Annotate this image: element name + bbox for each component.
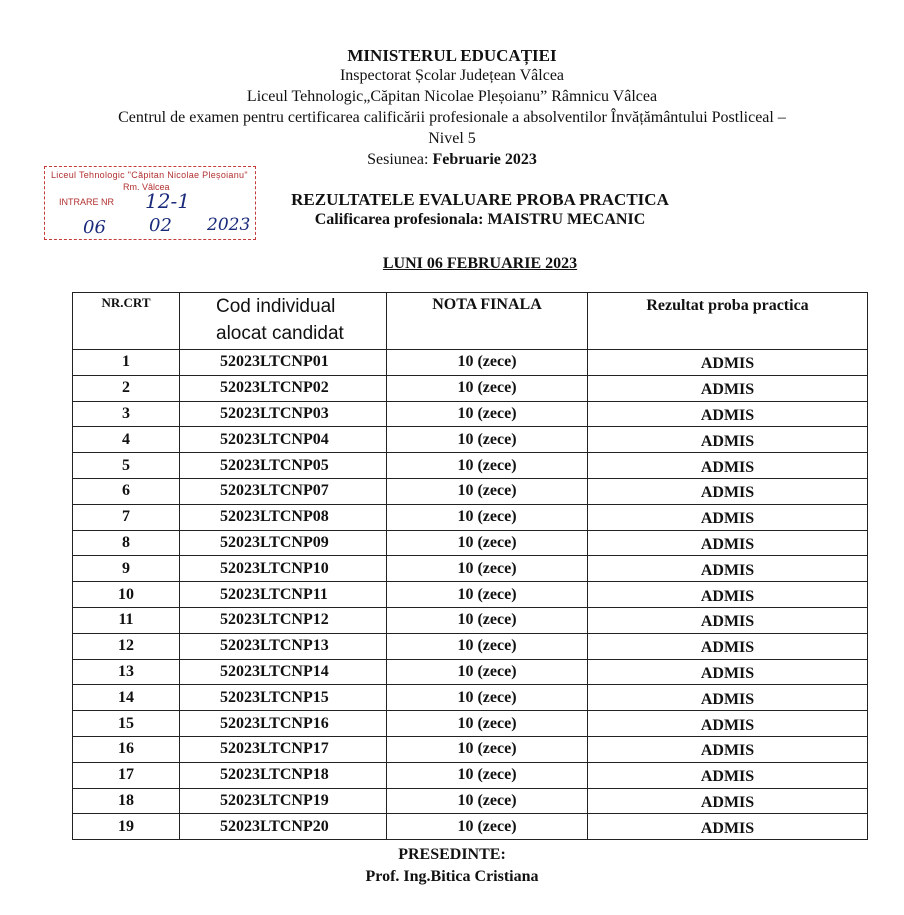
table-row: [73, 659, 868, 685]
cell-nr: 15: [73, 711, 180, 737]
cell-cod: 52023LTCNP05: [180, 453, 387, 479]
cell-rezultat: ADMIS: [588, 711, 868, 737]
cell-nota: 10 (zece): [387, 762, 588, 788]
cell-nr: 4: [73, 427, 180, 453]
cell-rezultat: ADMIS: [588, 350, 868, 376]
cell-rezultat: ADMIS: [588, 762, 868, 788]
cell-nr: 9: [73, 556, 180, 582]
cell-cod: 52023LTCNP07: [180, 478, 387, 504]
cell-cod: 52023LTCNP16: [180, 711, 387, 737]
cell-rezultat: ADMIS: [588, 607, 868, 633]
stamp-month: 02: [149, 215, 172, 236]
cell-rezultat: ADMIS: [588, 633, 868, 659]
cell-nr: 1: [73, 350, 180, 376]
table-row: [73, 504, 868, 530]
header-cod-line1: Cod individual: [216, 296, 336, 317]
cell-nota: 10 (zece): [387, 659, 588, 685]
cell-rezultat: ADMIS: [588, 556, 868, 582]
table-row: [73, 401, 868, 427]
table-row: [73, 736, 868, 762]
cell-cod: 52023LTCNP19: [180, 788, 387, 814]
inspectorate-name: Inspectorat Școlar Județean Vâlcea: [339, 67, 565, 84]
header-cod-line2: alocat candidat: [216, 323, 344, 344]
cell-rezultat: ADMIS: [588, 375, 868, 401]
cell-nr: 11: [73, 607, 180, 633]
table-row: [73, 453, 868, 479]
cell-nota: 10 (zece): [387, 427, 588, 453]
header-cod: [180, 293, 387, 350]
cell-nr: 7: [73, 504, 180, 530]
cell-nr: 2: [73, 375, 180, 401]
cell-nota: 10 (zece): [387, 478, 588, 504]
cell-cod: 52023LTCNP18: [180, 762, 387, 788]
cell-rezultat: ADMIS: [588, 685, 868, 711]
cell-nr: 6: [73, 478, 180, 504]
table-row: [73, 814, 868, 840]
table-row: [73, 633, 868, 659]
cell-cod: 52023LTCNP04: [180, 427, 387, 453]
cell-nr: 12: [73, 633, 180, 659]
cell-nr: 13: [73, 659, 180, 685]
table-row: [73, 427, 868, 453]
stamp-city: Rm. Vâlcea: [123, 182, 170, 192]
header-nr: NR.CRT: [73, 293, 180, 350]
cell-nota: 10 (zece): [387, 633, 588, 659]
cell-nota: 10 (zece): [387, 685, 588, 711]
qualification-line: Calificarea profesionala: MAISTRU MECANIC: [314, 211, 646, 228]
document-title: REZULTATELE EVALUARE PROBA PRACTICA: [291, 190, 669, 209]
results-table: [72, 292, 868, 840]
cell-nota: 10 (zece): [387, 375, 588, 401]
cell-nr: 16: [73, 736, 180, 762]
stamp-day: 06: [83, 217, 106, 238]
cell-rezultat: ADMIS: [588, 478, 868, 504]
day-heading: LUNI 06 FEBRUARIE 2023: [382, 255, 578, 272]
table-row: [73, 350, 868, 376]
cell-nota: 10 (zece): [387, 582, 588, 608]
cell-cod: 52023LTCNP20: [180, 814, 387, 840]
level-label: Nivel 5: [428, 130, 476, 147]
cell-nr: 14: [73, 685, 180, 711]
cell-nota: 10 (zece): [387, 736, 588, 762]
table-row: [73, 556, 868, 582]
cell-nota: 10 (zece): [387, 401, 588, 427]
cell-nota: 10 (zece): [387, 607, 588, 633]
table-row: [73, 685, 868, 711]
cell-nota: 10 (zece): [387, 453, 588, 479]
cell-rezultat: ADMIS: [588, 453, 868, 479]
cell-cod: 52023LTCNP02: [180, 375, 387, 401]
ministry-name: MINISTERUL EDUCAȚIEI: [347, 46, 557, 65]
cell-nr: 10: [73, 582, 180, 608]
cell-cod: 52023LTCNP13: [180, 633, 387, 659]
cell-nota: 10 (zece): [387, 814, 588, 840]
table-row: [73, 530, 868, 556]
cell-rezultat: ADMIS: [588, 427, 868, 453]
header-rezultat: Rezultat proba practica: [588, 293, 868, 350]
cell-cod: 52023LTCNP10: [180, 556, 387, 582]
cell-nota: 10 (zece): [387, 788, 588, 814]
header-nota: NOTA FINALA: [387, 293, 588, 350]
cell-rezultat: ADMIS: [588, 530, 868, 556]
cell-cod: 52023LTCNP09: [180, 530, 387, 556]
table-row: [73, 375, 868, 401]
stamp-school: Liceul Tehnologic "Căpitan Nicolae Pleșoianu": [51, 170, 248, 180]
stamp-entry-label: INTRARE NR: [59, 197, 115, 207]
session-label: Sesiunea:: [367, 151, 433, 168]
session-value: Februarie 2023: [432, 151, 537, 168]
cell-nr: 17: [73, 762, 180, 788]
cell-rezultat: ADMIS: [588, 401, 868, 427]
table-row: [73, 711, 868, 737]
cell-cod: 52023LTCNP01: [180, 350, 387, 376]
table-row: [73, 478, 868, 504]
cell-nr: 5: [73, 453, 180, 479]
cell-nota: 10 (zece): [387, 530, 588, 556]
cell-rezultat: ADMIS: [588, 788, 868, 814]
cell-cod: 52023LTCNP12: [180, 607, 387, 633]
president-name: Prof. Ing.Bitica Cristiana: [365, 868, 539, 885]
table-row: [73, 788, 868, 814]
table-row: [73, 607, 868, 633]
cell-nota: 10 (zece): [387, 504, 588, 530]
table-row: [73, 582, 868, 608]
cell-nota: 10 (zece): [387, 350, 588, 376]
stamp-year: 2023: [207, 215, 251, 235]
school-name: Liceul Tehnologic„Căpitan Nicolae Pleșoianu” Râmnicu Vâlcea: [246, 88, 658, 105]
president-label: PRESEDINTE:: [398, 846, 506, 863]
cell-cod: 52023LTCNP15: [180, 685, 387, 711]
table-row: [73, 762, 868, 788]
cell-nr: 19: [73, 814, 180, 840]
cell-rezultat: ADMIS: [588, 504, 868, 530]
cell-rezultat: ADMIS: [588, 659, 868, 685]
stamp-number: 12-1: [145, 189, 190, 213]
cell-cod: 52023LTCNP14: [180, 659, 387, 685]
cell-cod: 52023LTCNP17: [180, 736, 387, 762]
cell-cod: 52023LTCNP08: [180, 504, 387, 530]
cell-nr: 18: [73, 788, 180, 814]
cell-nr: 8: [73, 530, 180, 556]
cell-cod: 52023LTCNP11: [180, 582, 387, 608]
cell-rezultat: ADMIS: [588, 736, 868, 762]
cell-rezultat: ADMIS: [588, 814, 868, 840]
cell-nr: 3: [73, 401, 180, 427]
table-header-row: [73, 293, 868, 350]
registration-stamp: [44, 166, 256, 240]
cell-cod: 52023LTCNP03: [180, 401, 387, 427]
cell-nota: 10 (zece): [387, 556, 588, 582]
cell-nota: 10 (zece): [387, 711, 588, 737]
cell-rezultat: ADMIS: [588, 582, 868, 608]
exam-center-name: Centrul de examen pentru certificarea calificării profesionale a absolventilor Învățământului Postliceal –: [118, 109, 786, 126]
